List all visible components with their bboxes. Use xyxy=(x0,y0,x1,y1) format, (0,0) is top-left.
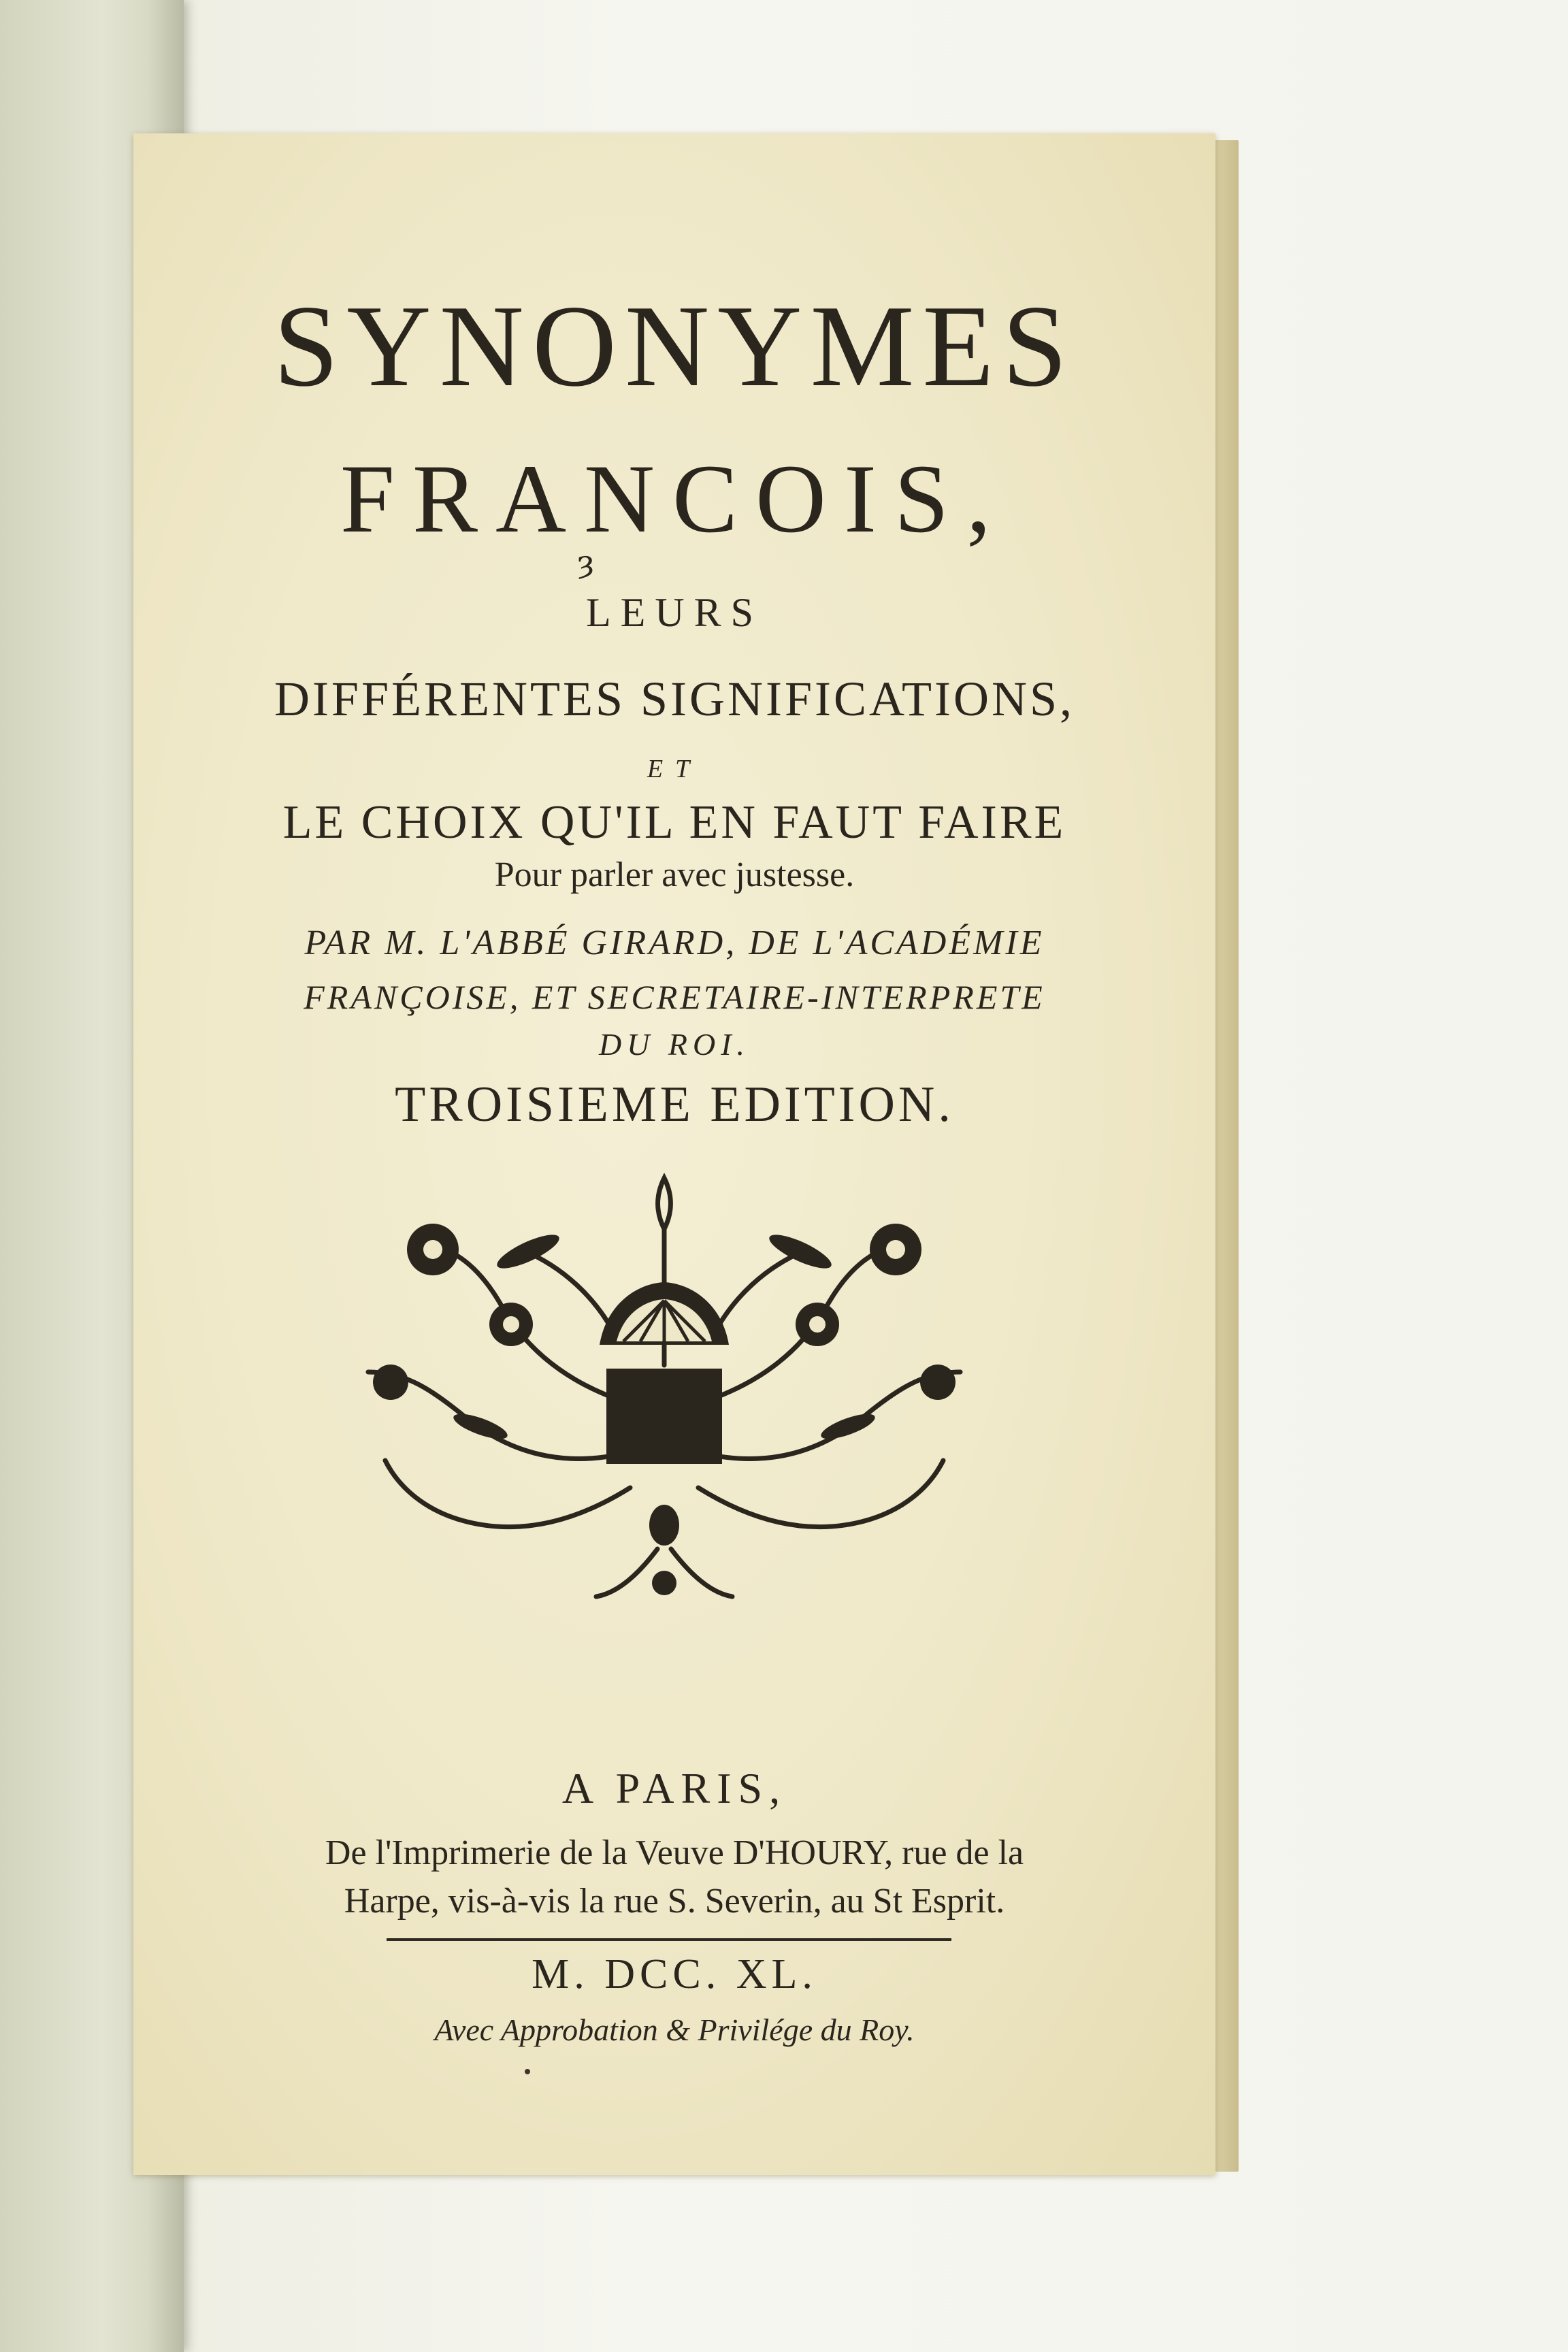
imprint-line-1: De l'Imprimerie de la Veuve D'HOURY, rue de la xyxy=(325,1833,1024,1872)
conjunction: ET xyxy=(647,755,702,783)
ornament-mark: ȝ xyxy=(578,543,594,580)
imprint-place: A PARIS, xyxy=(561,1764,787,1812)
floral-basket-woodcut-icon xyxy=(338,1168,991,1617)
subtitle-line-1: LEURS xyxy=(585,590,764,635)
author-line-3: DU ROI. xyxy=(598,1027,751,1062)
title-line-1: SYNONYMES xyxy=(273,282,1076,411)
approval-line: Avec Approbation & Privilége du Roy. xyxy=(434,2012,915,2047)
edition: TROISIEME EDITION. xyxy=(395,1077,954,1132)
ink-speck xyxy=(525,2069,530,2074)
author-line-2: FRANÇOISE, ET SECRETAIRE-INTERPRETE xyxy=(304,978,1045,1016)
subtitle-line-3: LE CHOIX QU'IL EN FAUT FAIRE xyxy=(282,796,1066,849)
imprint-rule xyxy=(387,1938,951,1941)
subtitle-line-2: DIFFÉRENTES SIGNIFICATIONS, xyxy=(274,672,1075,726)
publication-date: M. DCC. XL. xyxy=(532,1951,817,1997)
imprint-line-2: Harpe, vis-à-vis la rue S. Severin, au St Esprit. xyxy=(344,1882,1005,1921)
title-line-2: FRANCOIS, xyxy=(340,445,1009,553)
subtitle-line-4: Pour parler avec justesse. xyxy=(494,855,855,894)
title-page xyxy=(133,133,1215,2175)
author-line-1: PAR M. L'ABBÉ GIRARD, DE L'ACADÉMIE xyxy=(304,924,1045,962)
